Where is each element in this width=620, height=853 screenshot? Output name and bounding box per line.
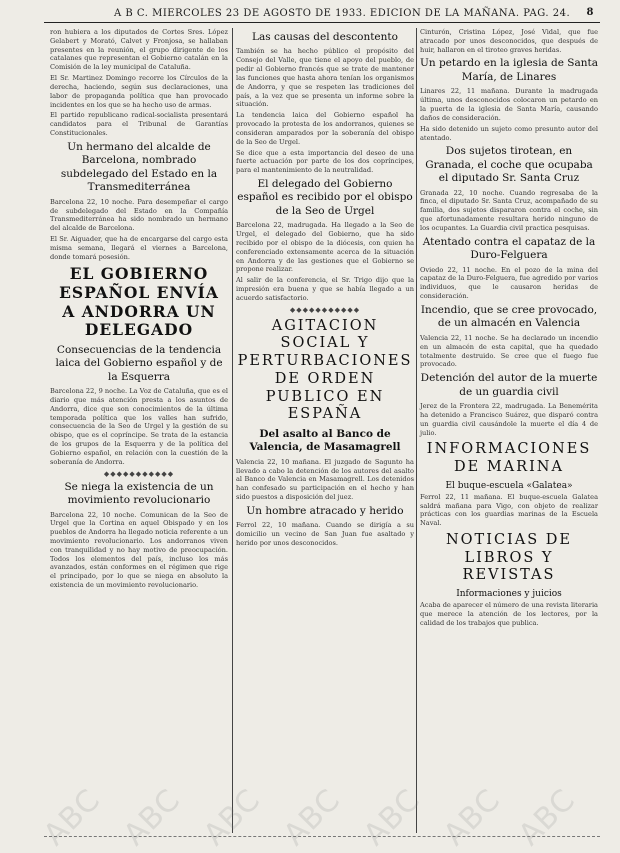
article-text: Barcelona 22, madrugada. Ha llegado a la Seo de Urgel, el delegado del Gobierno, que ha sido recibido por el obispo de la diócesis, con quien ha conferenciado extensamente acerca de la situación en Andorra y de las gestiones que el Gobierno se propone realizar. <box>236 221 414 274</box>
article-text: Granada 22, 10 noche. Cuando regresaba de la finca, el diputado Sr. Santa Cruz, acompañado de su familia, dos sujetos dispararon contra el coche, sin que afortunadamente resultara herido ninguno de los ocupantes. La Guardia civil practica pesquisas. <box>420 188 598 232</box>
article-text: ron hubiera a los diputados de Cortes Sres. López Gelabert y Morató, Calvet y Fronjosa, se hallaban presentes en la reunión, el grupo dirigente de los catalanes que representan el Gobierno catalán en la Comisión de la ley municipal de Cataluña. <box>50 28 228 72</box>
column-rule <box>232 28 233 833</box>
page-mark: 8 <box>586 7 594 18</box>
article-text: Barcelona 22, 10 noche. Comunican de la Seo de Urgel que la Cortina en aquel Obispado y en los pueblos de Andorra ha llegado noticia referente a un movimiento revolucionario. Los andorranos viven con tranquilidad y no hay motivo de preocupación. Todos los elementos del país, incluso los más avanzados, están conformes en el régimen que rige el principado, por lo que se niega en absoluto la existencia de un movimiento revolucionario. <box>50 510 228 590</box>
headline-agitacion-social: AGITACION SOCIAL Y PERTURBACIONES DE ORDEN PUBLICO EN ESPAÑA <box>237 317 413 423</box>
column-1 <box>50 28 228 592</box>
article-text: Cinturón, Cristina López, José Vidal, que fue atracado por unos desconocidos, que después de huir, hallaron en el tiroteo graves heridas. <box>420 28 598 54</box>
article-text: La tendencia laica del Gobierno español ha provocado la protesta de los andorranos, quienes se consideran amparados por la soberanía del obispo de la Seo de Urgel. <box>236 111 414 146</box>
headline-informaciones-marina: INFORMACIONES DE MARINA <box>426 441 592 476</box>
abc-watermark: ABC <box>117 782 188 853</box>
article-text: El partido republicano radical-socialista presentará candidatos para el Tribunal de Garantías Constitucionales. <box>50 111 228 138</box>
headline-movimiento-revolucionario: Se niega la existencia de un movimiento revolucionario <box>64 480 214 507</box>
abc-watermark: ABC <box>437 782 508 853</box>
subheadline-galatea: El buque-escuela «Galatea» <box>445 480 573 491</box>
headline-noticias-libros: NOTICIAS DE LIBROS Y REVISTAS <box>445 532 573 584</box>
article-text: Ha sido detenido un sujeto como presunto autor del atentado. <box>420 124 598 142</box>
article-text: El Sr. Aiguader, que ha de encargarse del cargo esta misma semana, llegará el viernes a Barcelona, donde tomará posesión. <box>50 235 228 261</box>
article-text: Acaba de aparecer el número de una revista literaria que merece la atención de los lectores, por la calidad de los trabajos que publica. <box>420 601 598 627</box>
page-header <box>44 6 600 23</box>
column-3 <box>420 28 598 630</box>
abc-watermark: ABC <box>277 782 348 853</box>
article-text: Ferrol 22, 11 mañana. El buque-escuela Galatea saldrá mañana para Vigo, con objeto de realizar prácticas con los guardias marinas de la Escuela Naval. <box>420 492 598 528</box>
article-text: Se dice que a esta importancia del deseo de una fuerte actuación por parte de los dos copríncipes, para el mantenimiento de la neutralidad. <box>236 148 414 175</box>
header-line: A B C. MIERCOLES 23 DE AGOSTO DE 1933. EDICION DE LA MAÑANA. PAG. 24. <box>114 8 571 19</box>
article-text: Valencia 22, 10 mañana. El juzgado de Sagunto ha llevado a cabo la detención de los autores del asalto al Banco de Valencia en Masamagrell. Los detenidos han confesado su participación en el hecho y han sido puestos a disposición del juez. <box>236 457 414 502</box>
article-text: Al salir de la conferencia, el Sr. Trigo dijo que la impresión era buena y que se había llegado a un acuerdo satisfactorio. <box>236 276 414 302</box>
article-text: Valencia 22, 11 noche. Se ha declarado un incendio en un almacén de esta capital, que ha quedado totalmente destruido. Se cree que el fuego fue provocado. <box>420 333 598 369</box>
abc-watermark: ABC <box>512 782 583 853</box>
ornament-divider: ◆◆◆◆◆◆◆◆◆◆◆ <box>103 469 175 478</box>
abc-watermark: ABC <box>357 782 428 853</box>
headline-incendio-valencia: Incendio, que se cree provocado, de un almacén en Valencia <box>420 303 598 330</box>
subheadline-tendencia-laica: Consecuencias de la tendencia laica del Gobierno español y de la Esquerra <box>55 343 223 383</box>
headline-atentado-capataz: Atentado contra el capataz de la Duro-Felguera <box>422 235 596 262</box>
headline-alcalde-hermano: Un hermano del alcalde de Barcelona, nombrado subdelegado del Estado en la Transmediterránea <box>60 140 218 194</box>
ornament-divider: ◆◆◆◆◆◆◆◆◆◆◆ <box>289 305 361 314</box>
headline-granada-tiroteo: Dos sujetos tirotean, en Granada, el coche que ocupaba el diputado Sr. Santa Cruz <box>425 145 593 185</box>
abc-watermark: ABC <box>37 782 108 853</box>
headline-hombre-atracado: Un hombre atracado y herido <box>246 504 404 517</box>
headline-asalto-banco: Del asalto al Banco de Valencia, de Masamagrell <box>249 427 401 454</box>
headline-causas-descontento: Las causas del descontento <box>252 31 398 43</box>
headline-petardo-linares: Un petardo en la iglesia de Santa María, de Linares <box>420 57 598 83</box>
article-text: El Sr. Martinez Domingo recorre los Círculos de la derecha, haciendo, según sus declaraciones, una labor de propaganda política que han provocado incidentes en los que se ha hecho uso de armas. <box>50 74 228 109</box>
abc-watermark: ABC <box>197 782 268 853</box>
subheadline-informaciones-juicios: Informaciones y juicios <box>456 589 562 600</box>
article-text: También se ha hecho público el propósito del Consejo del Valle, que tiene el apoyo del pueblo, de pedir al Gobierno francés que se trate de mantener las funciones que hasta ahora tenían los organismos de Andorra, y que se respeten las tradiciones del país, a la vez que se presenta un informe sobre la situación. <box>236 47 414 109</box>
article-text: Oviedo 22, 11 noche. En el pozo de la mina del capataz de la Duro-Felguera, fue agredido por varios individuos, que le causaron heridas de consideración. <box>420 265 598 301</box>
article-text: Jerez de la Frontera 22, madrugada. La Benemérita ha detenido a Francisco Suárez, que disparó contra un guardia civil causándole la muerte el día 4 de julio. <box>420 402 598 437</box>
article-text: Ferrol 22, 10 mañana. Cuando se dirigía a su domicilio un vecino de San Juan fue asaltado y herido por unos desconocidos. <box>236 521 414 548</box>
headline-delegado-obispo: El delegado del Gobierno español es recibido por el obispo de la Seo de Urgel <box>237 178 413 217</box>
article-text: Barcelona 22, 9 noche. La Voz de Cataluña, que es el diario que más atención presta a los asuntos de Andorra, dice que son conocimientos de la última temporada política que los valles han sufrido, consecuencia de la Seo de Urgel y la gestión de su obispo, que es el copríncipe. Se trata de la estancia de los grupos de la Esquerra y de la política del Gobierno español, en relación con la cuestión de la soberanía de Andorra. <box>50 387 228 466</box>
headline-detencion-guardia: Detención del autor de la muerte de un guardia civil <box>420 372 598 398</box>
headline-gobierno-andorra: EL GOBIERNO ESPAÑOL ENVÍA A ANDORRA UN DELEGADO <box>59 264 219 340</box>
article-text: Barcelona 22, 10 noche. Para desempeñar el cargo de subdelegado del Estado en la Compañía Transmediterránea ha sido nombrado un hermano del alcalde de Barcelona. <box>50 197 228 233</box>
column-rule <box>416 28 417 833</box>
article-text: Linares 22, 11 mañana. Durante la madrugada última, unos desconocidos colocaron un petardo en la puerta de la iglesia de Santa María, causando daños de consideración. <box>420 87 598 122</box>
column-2 <box>236 28 414 550</box>
